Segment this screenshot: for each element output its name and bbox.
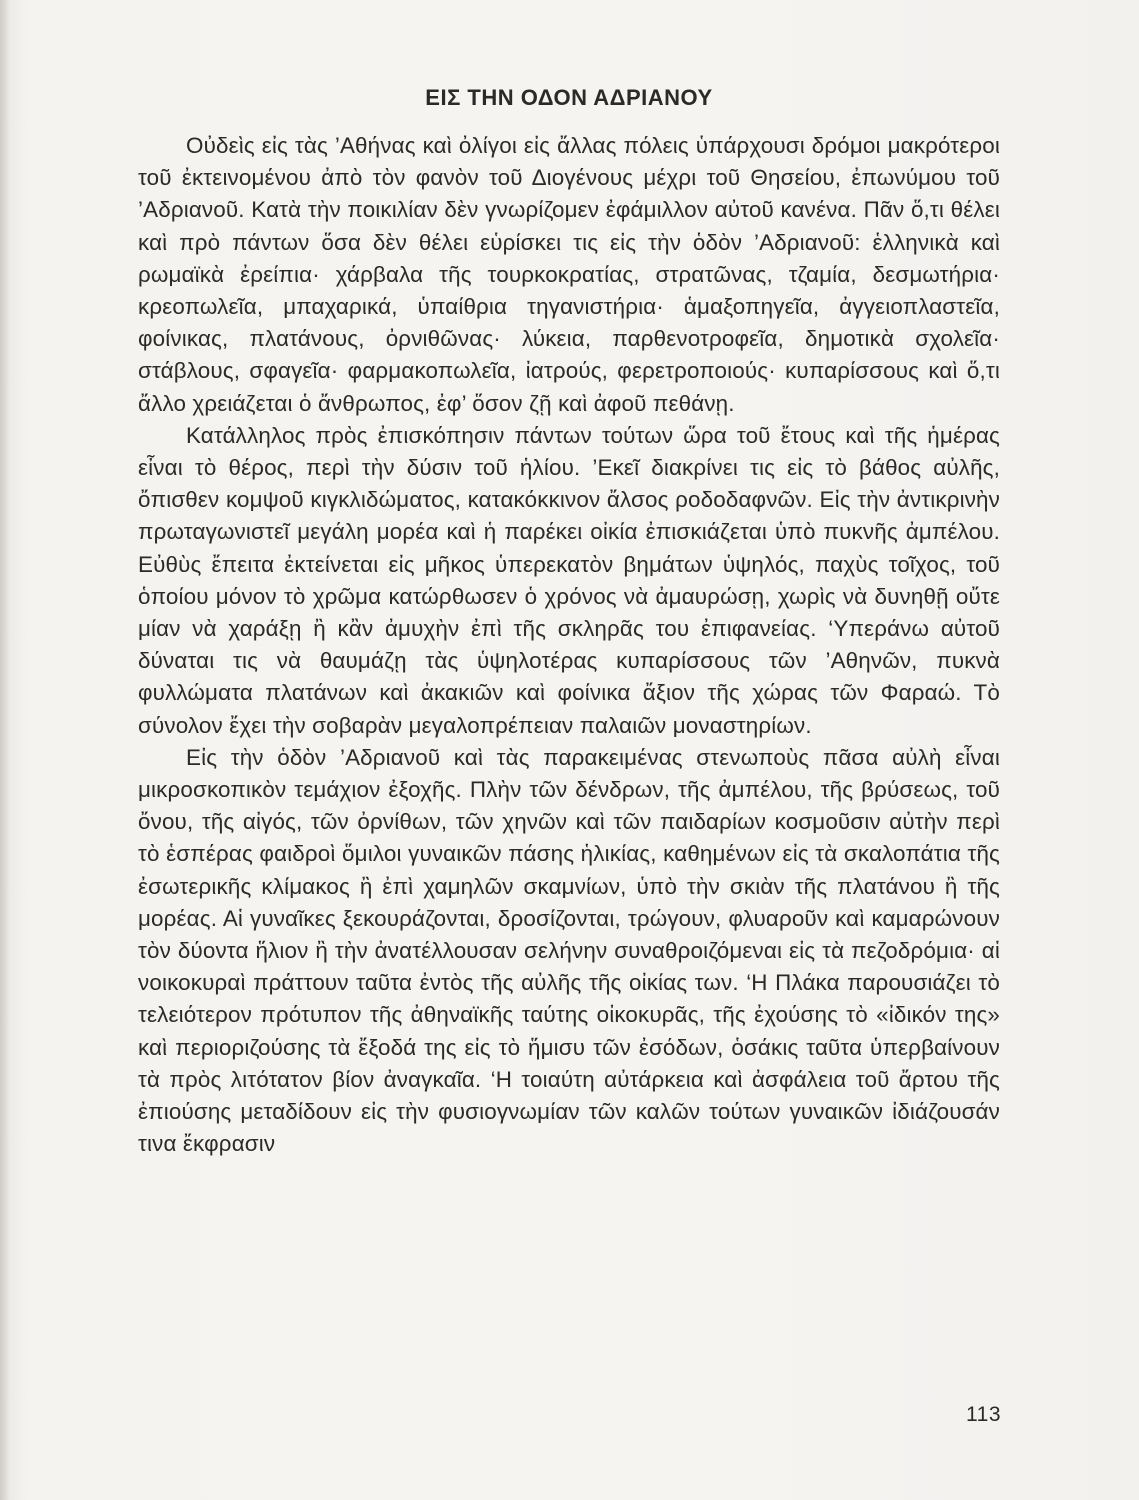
chapter-title: ΕΙΣ ΤΗΝ ΟΔΟΝ ΑΔΡΙΑΝΟΥ (425, 85, 713, 110)
page-binding-shadow (0, 0, 10, 1500)
paragraph-2: Κατάλληλος πρὸς ἐπισκόπησιν πάντων τούτων ὥρα τοῦ ἔτους καὶ τῆς ἡμέρας εἶναι τὸ θέρος, περὶ τὴν δύσιν τοῦ ἡλίου. ’Εκεῖ διακρίνει τις εἰς τὸ βάθος αὐλῆς, ὄπισθεν κομψοῦ κιγκλιδώματος, κατακόκκινον ἄλσος ροδοδαφνῶν. Εἰς τὴν ἀντικρινὴν πρωταγωνιστεῖ μεγάλη μορέα καὶ ἡ παρέκει οἰκία ἐπισκιάζεται ὑπὸ πυκνῆς ἀμπέλου. Εὐθὺς ἔπειτα ἐκτείνεται εἰς μῆκος ὑπερεκατὸν βημάτων ὑψηλός, παχὺς τοῖχος, τοῦ ὁποίου μόνον τὸ χρῶμα κατώρθωσεν ὁ χρόνος νὰ ἀμαυρώσῃ, χωρὶς νὰ δυνηθῇ οὔτε μίαν νὰ χαράξῃ ἢ κἂν ἀμυχὴν ἐπὶ τῆς σκληρᾶς του ἐπιφανείας. ‘Υπεράνω αὐτοῦ δύναται τις νὰ θαυμάζῃ τὰς ὑψηλοτέρας κυπαρίσσους τῶν ’Αθηνῶν, πυκνὰ φυλλώματα πλατάνων καὶ ἀκακιῶν καὶ φοίνικα ἄξιον τῆς χώρας τῶν Φαραώ. Τὸ σύνολον ἔχει τὴν σοβαρὰν μεγαλοπρέπειαν παλαιῶν μοναστηρίων. (138, 422, 1000, 738)
paragraph-1: Οὐδεὶς εἰς τὰς ’Αθήνας καὶ ὀλίγοι εἰς ἄλλας πόλεις ὑπάρχουσι δρόμοι μακρότεροι τοῦ ἐκτεινομένου ἀπὸ τὸν φανὸν τοῦ Διογένους μέχρι τοῦ Θησείου, ἐπωνύμου τοῦ ’Αδριανοῦ. Κατὰ τὴν ποικιλίαν δὲν γνωρίζομεν ἐφάμιλλον αὐτοῦ κανένα. Πᾶν ὅ,τι θέλει καὶ πρὸ πάντων ὅσα δὲν θέλει εὑρίσκει τις εἰς τὴν ὁδὸν ’Αδριανοῦ: ἑλληνικὰ καὶ ρωμαϊκὰ ἐρείπια· χάρβαλα τῆς τουρκοκρατίας, στρατῶνας, τζαμία, δεσμωτήρια· κρεοπωλεῖα, μπαχαρικά, ὑπαίθρια τηγανιστήρια· ἁμαξοπηγεῖα, ἀγγειοπλαστεῖα, φοίνικας, πλατάνους, ὀρνιθῶνας· λύκεια, παρθενοτροφεῖα, δημοτικὰ σχολεῖα· στάβλους, σφαγεῖα· φαρμακοπωλεῖα, ἰατρούς, φερετροποιούς· κυπαρίσσους καὶ ὅ,τι ἄλλο χρειάζεται ὁ ἄνθρωπος, ἐφ’ ὅσον ζῇ καὶ ἀφοῦ πεθάνῃ. (138, 133, 1000, 416)
page-number: 113 (966, 1403, 1001, 1426)
paragraph-3: Εἰς τὴν ὁδὸν ’Αδριανοῦ καὶ τὰς παρακειμένας στενωποὺς πᾶσα αὐλὴ εἶναι μικροσκοπικὸν τεμάχιον ἐξοχῆς. Πλὴν τῶν δένδρων, τῆς ἀμπέλου, τῆς βρύσεως, τοῦ ὄνου, τῆς αἰγός, τῶν ὀρνίθων, τῶν χηνῶν καὶ τῶν παιδαρίων κοσμοῦσιν αὐτὴν περὶ τὸ ἑσπέρας φαιδροὶ ὅμιλοι γυναικῶν πάσης ἡλικίας, καθημένων εἰς τὰ σκαλοπάτια τῆς ἐσωτερικῆς κλίμακος ἢ ἐπὶ χαμηλῶν σκαμνίων, ὑπὸ τὴν σκιὰν τῆς πλατάνου ἢ τῆς μορέας. Αἱ γυναῖκες ξεκουράζονται, δροσίζονται, τρώγουν, φλυαροῦν καὶ καμαρώνουν τὸν δύοντα ἥλιον ἢ τὴν ἀνατέλλουσαν σελήνην συναθροιζόμεναι εἰς τὰ πεζοδρόμια· αἱ νοικοκυραὶ πράττουν ταῦτα ἐντὸς τῆς αὐλῆς τῆς οἰκίας των. ‘Η Πλάκα παρουσιάζει τὸ τελειότερον πρότυπον τῆς ἀθηναϊκῆς ταύτης οἰκοκυρᾶς, τῆς ἐχούσης τὸ «ἰδικόν της» καὶ περιοριζούσης τὰ ἔξοδά της εἰς τὸ ἥμισυ τῶν ἐσόδων, ὁσάκις ταῦτα ὑπερβαίνουν τὰ πρὸς λιτότατον βίον ἀναγκαῖα. ‘Η τοιαύτη αὐτάρκεια καὶ ἀσφάλεια τοῦ ἄρτου τῆς ἐπιούσης μεταδίδουν εἰς τὴν φυσιογνωμίαν τῶν καλῶν τούτων γυναικῶν ἰδιάζουσάν τινα ἔκφρασιν (138, 744, 1000, 1157)
text-body (138, 82, 1000, 1161)
